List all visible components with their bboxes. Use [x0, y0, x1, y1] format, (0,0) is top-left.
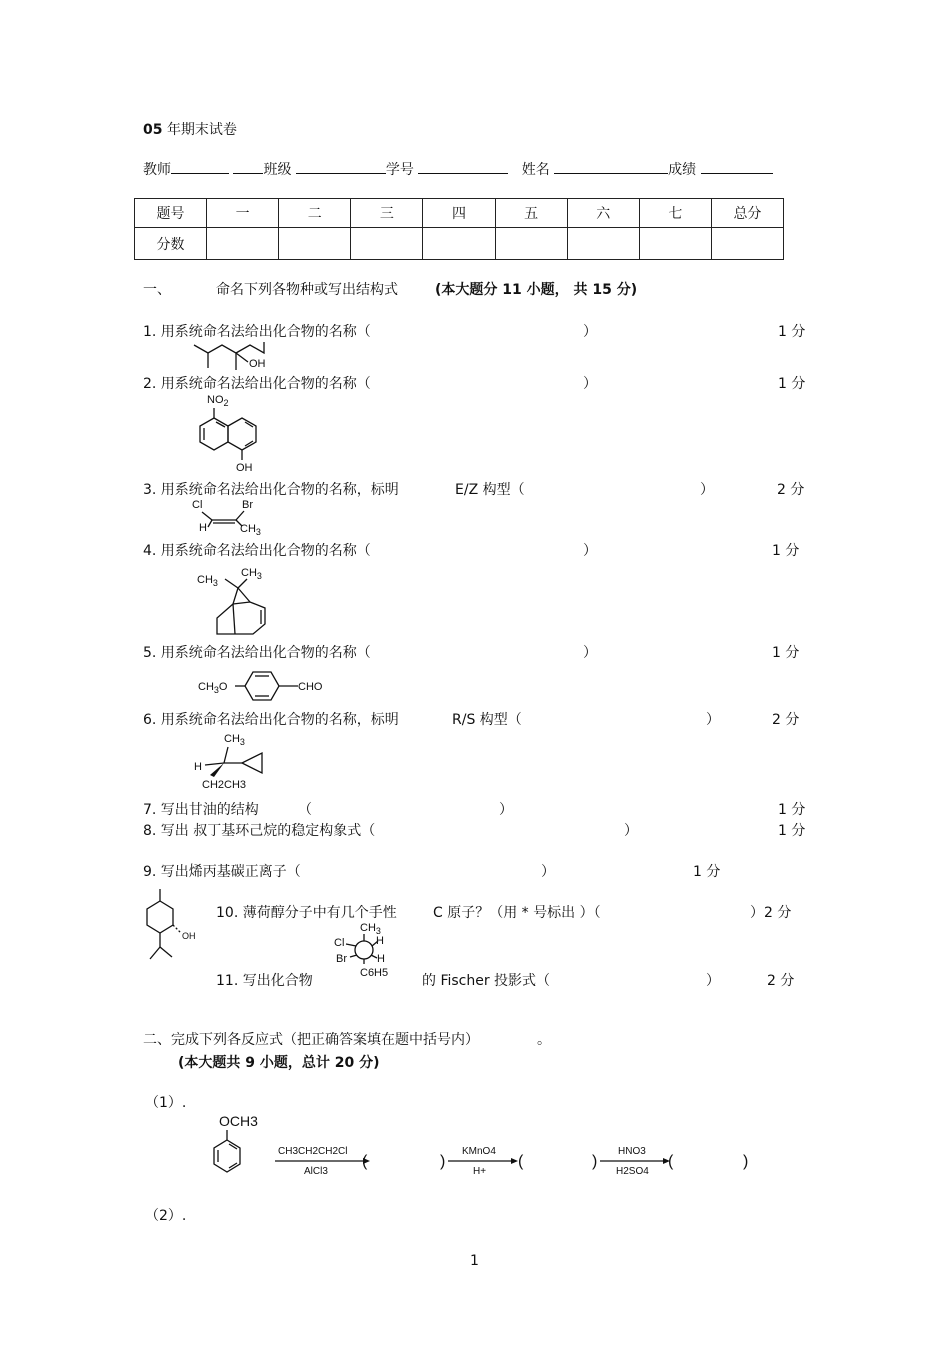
svg-text:Cl: Cl	[192, 499, 203, 511]
grade-label: 成绩	[668, 162, 697, 178]
svg-text:Br: Br	[336, 953, 347, 965]
question-5-text: 5. 用系统命名法给出化合物的名称（	[143, 645, 371, 661]
score-table	[134, 198, 784, 260]
question-11-close: ）	[706, 973, 720, 989]
question-2-score: 1 分	[778, 376, 806, 392]
page-number: 1	[470, 1253, 479, 1269]
table-cell: 分数	[135, 228, 207, 260]
table-cell: 总分	[711, 199, 783, 228]
svg-text:CH3: $CH_3$	[197, 574, 218, 588]
q3-alkene-diagram	[190, 496, 280, 538]
q2-naphthalene-diagram	[185, 392, 270, 477]
score-cell[interactable]	[351, 228, 423, 260]
score-cell[interactable]	[567, 228, 639, 260]
q1-oh-label: OH	[249, 358, 266, 370]
score-cell[interactable]	[279, 228, 351, 260]
question-3-close: ）	[700, 482, 714, 498]
svg-text:Br: Br	[242, 499, 253, 511]
score-cell[interactable]	[495, 228, 567, 260]
question-9-text: 9. 写出烯丙基碳正离子（	[143, 864, 301, 880]
grade-blank[interactable]	[701, 159, 773, 174]
svg-text:H: H	[199, 522, 207, 534]
exam-title: 05 年期末试卷	[143, 122, 237, 138]
question-8-close: ）	[624, 823, 638, 839]
question-9-score: 1 分	[693, 864, 721, 880]
q4-bicyclic-diagram	[195, 562, 280, 640]
table-cell: 七	[639, 199, 711, 228]
score-table-header-row	[135, 199, 784, 228]
question-10-extra: C 原子？（用 * 号标出 ）（	[433, 905, 601, 921]
svg-text:): )	[592, 1153, 598, 1170]
question-1-close: ）	[583, 324, 597, 340]
question-11-extra: 的 Fischer 投影式（	[422, 973, 551, 989]
question-7-score: 1 分	[778, 802, 806, 818]
question-10-close: ）2 分	[750, 905, 792, 921]
question-10-text: 10. 薄荷醇分子中有几个手性	[216, 905, 397, 921]
name-blank[interactable]	[554, 159, 596, 174]
svg-text:CH3: $CH_3$	[360, 922, 381, 936]
student-id-blank[interactable]	[418, 159, 508, 174]
svg-text:CH3O: $CH_3O$	[198, 681, 228, 695]
table-cell: 题号	[135, 199, 207, 228]
score-cell[interactable]	[207, 228, 279, 260]
svg-text:H2SO4: H2SO4	[616, 1166, 649, 1177]
section2-period: 。	[537, 1032, 551, 1048]
question-8-score: 1 分	[778, 823, 806, 839]
question-8-text: 8. 写出 叔丁基环己烷的稳定构象式（	[143, 823, 376, 839]
svg-text:CH3: $CH_3$	[241, 567, 262, 581]
question-6-text: 6. 用系统命名法给出化合物的名称，标明	[143, 712, 399, 728]
svg-text:(: (	[668, 1153, 674, 1170]
section2-info: (本大题共 9 小题，总计 20 分)	[178, 1055, 380, 1071]
reaction-1-scheme	[200, 1110, 780, 1185]
svg-text:(: (	[518, 1153, 524, 1170]
teacher-blank-2[interactable]	[233, 159, 263, 174]
table-cell: 一	[207, 199, 279, 228]
section2-title: 二、完成下列各反应式（把正确答案填在题中括号内）	[143, 1032, 479, 1048]
svg-text:H: H	[194, 761, 202, 773]
teacher-label: 教师	[143, 162, 171, 178]
svg-text:CHO: CHO	[298, 681, 323, 693]
class-label: 班级	[263, 162, 292, 178]
question-2-close: ）	[583, 376, 597, 392]
r1-och3-label: OCH3	[219, 1113, 258, 1129]
score-table-score-row	[135, 228, 784, 260]
score-cell[interactable]	[711, 228, 783, 260]
question-6-score: 2 分	[772, 712, 800, 728]
table-cell: 四	[423, 199, 495, 228]
svg-text:CH3CH2CH2Cl: CH3CH2CH2Cl	[278, 1146, 348, 1157]
svg-text:OH: OH	[182, 931, 196, 941]
question-5-close: ）	[583, 645, 597, 661]
question-4-close: ）	[583, 543, 597, 559]
svg-text:CH3: $CH_3$	[224, 733, 245, 747]
svg-text:HNO3: HNO3	[618, 1146, 646, 1157]
class-blank[interactable]	[296, 159, 386, 174]
svg-text:): )	[440, 1153, 446, 1170]
question-1-text: 1. 用系统命名法给出化合物的名称（	[143, 324, 371, 340]
question-6-extra: R/S 构型（	[452, 712, 522, 728]
svg-text:C6H5: C6H5	[360, 967, 389, 979]
svg-text:OH: OH	[236, 462, 253, 474]
q10-menthol-diagram	[138, 887, 200, 969]
table-cell: 六	[567, 199, 639, 228]
question-4-score: 1 分	[772, 543, 800, 559]
svg-text:H+: H+	[473, 1166, 487, 1177]
score-cell[interactable]	[423, 228, 495, 260]
student-id-label: 学号	[385, 162, 414, 178]
table-cell: 三	[351, 199, 423, 228]
section1-info: (本大题分 11 小题， 共 15 分)	[435, 282, 638, 298]
q5-anisaldehyde-diagram	[196, 668, 336, 704]
q1-structure-diagram	[190, 337, 280, 372]
svg-text:H: H	[377, 953, 385, 965]
question-9-close: ）	[541, 864, 555, 880]
svg-text:(: (	[362, 1153, 368, 1170]
question-4-text: 4. 用系统命名法给出化合物的名称（	[143, 543, 371, 559]
q11-newman-diagram	[330, 918, 410, 984]
question-3-extra: E/Z 构型（	[455, 482, 525, 498]
svg-text:Cl: Cl	[334, 937, 345, 949]
reaction-1-label: （1）.	[145, 1095, 187, 1111]
question-7-close: ）	[499, 802, 513, 818]
question-7-open: （	[298, 802, 312, 818]
score-cell[interactable]	[639, 228, 711, 260]
question-3-text: 3. 用系统命名法给出化合物的名称，标明	[143, 482, 399, 498]
question-2-text: 2. 用系统命名法给出化合物的名称（	[143, 376, 371, 392]
question-6-close: ）	[706, 712, 720, 728]
svg-text:AlCl3: AlCl3	[304, 1166, 328, 1177]
question-5-score: 1 分	[772, 645, 800, 661]
svg-text:): )	[743, 1153, 749, 1170]
teacher-blank[interactable]	[171, 159, 229, 174]
section1-index: 一、	[143, 282, 171, 298]
question-11-score: 2 分	[767, 973, 795, 989]
svg-text:CH3: $CH_3$	[240, 523, 261, 537]
section1-title: 命名下列各物种或写出结构式	[216, 282, 398, 298]
svg-text:KMnO4: KMnO4	[462, 1146, 496, 1157]
question-3-score: 2 分	[777, 482, 805, 498]
q6-chiral-diagram	[192, 730, 287, 794]
question-7-text: 7. 写出甘油的结构	[143, 802, 259, 818]
table-cell: 五	[495, 199, 567, 228]
question-1-score: 1 分	[778, 324, 806, 340]
svg-text:H: H	[376, 935, 384, 947]
reaction-2-label: （2）.	[145, 1208, 187, 1224]
table-cell: 二	[279, 199, 351, 228]
exam-info-line	[143, 159, 773, 179]
name-label: 姓名	[521, 162, 550, 178]
name-blank-2[interactable]	[596, 159, 668, 174]
svg-text:CH2CH3: CH2CH3	[202, 779, 247, 791]
question-11-text: 11. 写出化合物	[216, 973, 313, 989]
svg-text:NO2: $NO_2$	[207, 394, 229, 408]
